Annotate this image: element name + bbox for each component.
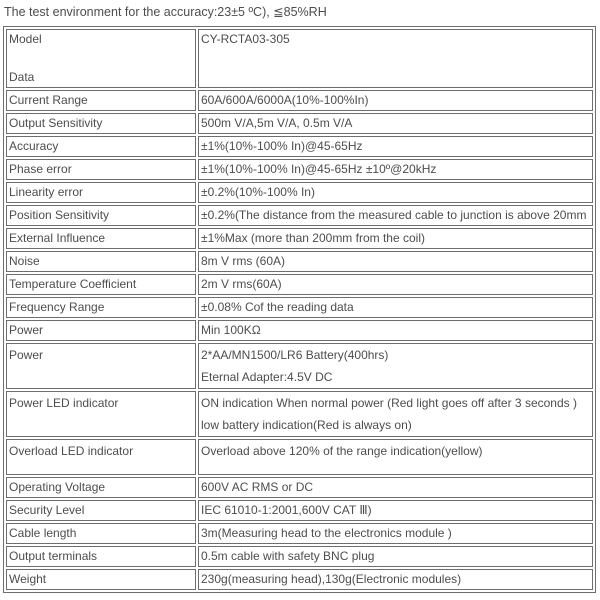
- spec-value-cell: [198, 274, 593, 295]
- spec-label: Output Sensitivity: [9, 116, 103, 130]
- spec-label: Data: [9, 70, 35, 84]
- spec-label: Accuracy: [9, 139, 59, 153]
- spec-label-cell: [6, 159, 196, 180]
- spec-table: [3, 26, 596, 593]
- spec-value: ±1%(10%-100% In)@45-65Hz ±10º@20kHz: [201, 162, 437, 176]
- spec-value-cell: [198, 159, 593, 180]
- spec-table-body: [6, 29, 593, 590]
- spec-row: [6, 251, 593, 272]
- spec-label-cell: [6, 391, 196, 437]
- spec-value-cell: [198, 343, 593, 389]
- spec-value: ±1%Max (more than 200mm from the coil): [201, 231, 425, 245]
- spec-value: CY-RCTA03-305: [201, 32, 290, 46]
- spec-row: [6, 477, 593, 498]
- spec-value-cell: [198, 477, 593, 498]
- spec-value-cell: [198, 297, 593, 318]
- spec-value: ±0.2%(The distance from the measured cable to junction is above 20mm: [201, 208, 587, 222]
- spec-value-cell: [198, 320, 593, 341]
- spec-row: [6, 136, 593, 157]
- spec-label-cell: [6, 90, 196, 111]
- spec-label-cell: [6, 477, 196, 498]
- spec-label-cell: [6, 251, 196, 272]
- spec-label: Position Sensitivity: [9, 208, 110, 222]
- spec-value: Overload above 120% of the range indication(yellow): [201, 444, 483, 458]
- spec-value: 60A/600A/6000A(10%-100%In): [201, 93, 369, 107]
- spec-value: 8m V rms (60A): [201, 254, 286, 268]
- spec-row: [6, 297, 593, 318]
- spec-label: Overload LED indicator: [9, 444, 134, 458]
- spec-row: [6, 113, 593, 134]
- spec-value-cell: [198, 500, 593, 521]
- page-title: The test environment for the accuracy:23±5 ºC), ≦85%RH: [4, 5, 327, 19]
- spec-value: 500m V/A,5m V/A, 0.5m V/A: [201, 116, 353, 130]
- spec-value-cell: [198, 391, 593, 437]
- spec-value-cell: [198, 228, 593, 249]
- spec-value: ±1%(10%-100% In)@45-65Hz: [201, 139, 363, 153]
- spec-label: Temperature Coefficient: [9, 277, 137, 291]
- spec-row: [6, 29, 593, 88]
- spec-value-cell: [198, 182, 593, 203]
- spec-value: 2*AA/MN1500/LR6 Battery(400hrs): [201, 348, 389, 362]
- spec-label-cell: [6, 182, 196, 203]
- spec-value: 600V AC RMS or DC: [201, 480, 314, 494]
- spec-label: Security Level: [9, 503, 85, 517]
- spec-label-cell: [6, 546, 196, 567]
- spec-value: 3m(Measuring head to the electronics module ): [201, 526, 452, 540]
- spec-row: [6, 500, 593, 521]
- spec-label: Phase error: [9, 162, 72, 176]
- spec-row: [6, 159, 593, 180]
- spec-value-cell: [198, 523, 593, 544]
- spec-label: Operating Voltage: [9, 480, 106, 494]
- spec-label-cell: [6, 569, 196, 590]
- spec-label: Noise: [9, 254, 40, 268]
- spec-value: 0.5m cable with safety BNC plug: [201, 549, 375, 563]
- spec-row: [6, 343, 593, 389]
- spec-value: 2m V rms(60A): [201, 277, 282, 291]
- spec-label: Current Range: [9, 93, 88, 107]
- spec-value-cell: [198, 439, 593, 475]
- spec-value: ON indication When normal power (Red light goes off after 3 seconds ) low battery indication(Red is always on): [201, 396, 577, 432]
- spec-label-cell: [6, 439, 196, 475]
- spec-value: 230g(measuring head),130g(Electronic modules): [201, 572, 462, 586]
- spec-label-cell: [6, 274, 196, 295]
- spec-row: [6, 546, 593, 567]
- spec-row: [6, 439, 593, 475]
- spec-value-cell: [198, 113, 593, 134]
- spec-value: IEC 61010-1:2001,600V CAT Ⅲ): [201, 503, 372, 517]
- spec-row: [6, 228, 593, 249]
- spec-row: [6, 320, 593, 341]
- spec-value: ±0.08% Cof the reading data: [201, 300, 354, 314]
- spec-label: Power: [9, 348, 44, 362]
- spec-value-cell: [198, 29, 593, 88]
- spec-label-cell: [6, 113, 196, 134]
- spec-label: External Influence: [9, 231, 106, 245]
- spec-label-cell: [6, 228, 196, 249]
- spec-row: [6, 274, 593, 295]
- spec-value-cell: [198, 546, 593, 567]
- spec-label-cell: [6, 205, 196, 226]
- spec-value-cell: [198, 90, 593, 111]
- spec-label-cell: [6, 136, 196, 157]
- spec-value-cell: [198, 205, 593, 226]
- spec-label: Linearity error: [9, 185, 84, 199]
- spec-label-cell: [6, 297, 196, 318]
- spec-label-cell: [6, 320, 196, 341]
- spec-label: Model: [9, 32, 42, 46]
- spec-label: Power LED indicator: [9, 396, 119, 410]
- spec-value-cell: [198, 136, 593, 157]
- spec-row: [6, 90, 593, 111]
- spec-label-cell: [6, 343, 196, 389]
- spec-row: [6, 523, 593, 544]
- spec-row: [6, 182, 593, 203]
- spec-label: Power: [9, 323, 44, 337]
- spec-value: Eternal Adapter:4.5V DC: [201, 370, 333, 384]
- spec-row: [6, 569, 593, 590]
- spec-row: [6, 205, 593, 226]
- spec-value-cell: [198, 251, 593, 272]
- spec-label-cell: [6, 29, 196, 88]
- spec-label: Weight: [9, 572, 47, 586]
- spec-label-cell: [6, 523, 196, 544]
- spec-label: Cable length: [9, 526, 77, 540]
- spec-value-cell: [198, 569, 593, 590]
- spec-value: ±0.2%(10%-100% In): [201, 185, 315, 199]
- spec-label-cell: [6, 500, 196, 521]
- spec-label: Frequency Range: [9, 300, 105, 314]
- spec-value: Min 100KΩ: [201, 323, 261, 337]
- spec-row: [6, 391, 593, 437]
- spec-label: Output terminals: [9, 549, 98, 563]
